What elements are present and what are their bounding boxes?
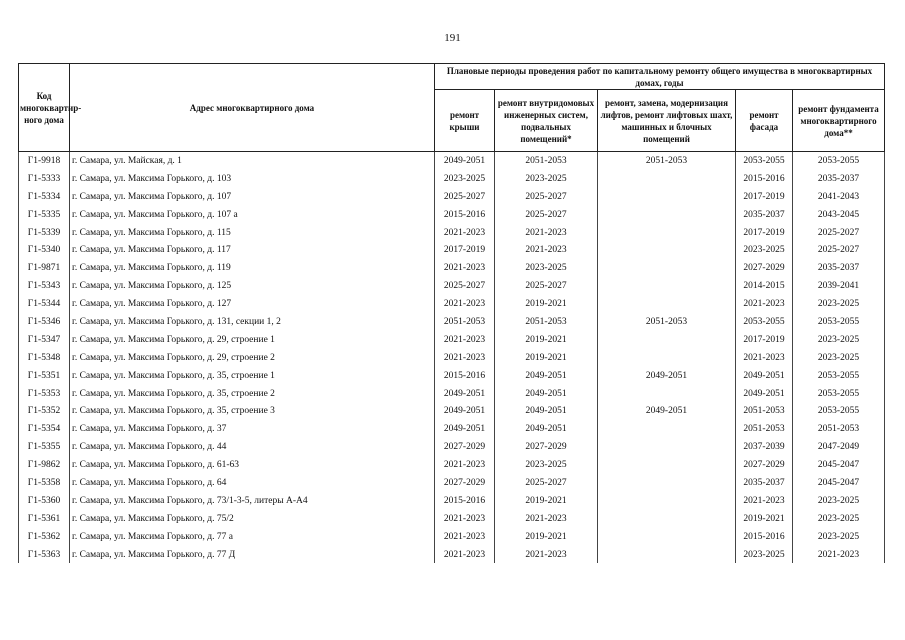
cell-roof: 2015-2016 xyxy=(435,206,495,224)
cell-address: г. Самара, ул. Максима Горького, д. 107 xyxy=(70,188,435,206)
cell-elevators xyxy=(598,241,736,259)
cell-address: г. Самара, ул. Максима Горького, д. 35, строение 3 xyxy=(70,402,435,420)
cell-code: Г1-5352 xyxy=(19,402,70,420)
cell-facade: 2017-2019 xyxy=(736,331,793,349)
table-row xyxy=(19,313,885,331)
cell-facade: 2037-2039 xyxy=(736,438,793,456)
cell-code: Г1-5355 xyxy=(19,438,70,456)
cell-engineering: 2049-2051 xyxy=(495,367,598,385)
cell-foundation: 2053-2055 xyxy=(793,152,885,170)
cell-facade: 2027-2029 xyxy=(736,456,793,474)
cell-code: Г1-5347 xyxy=(19,331,70,349)
cell-code: Г1-5348 xyxy=(19,349,70,367)
cell-elevators xyxy=(598,170,736,188)
cell-elevators xyxy=(598,546,736,564)
cell-roof: 2023-2025 xyxy=(435,170,495,188)
cell-facade: 2049-2051 xyxy=(736,367,793,385)
cell-elevators xyxy=(598,385,736,403)
cell-address: г. Самара, ул. Максима Горького, д. 61-63 xyxy=(70,456,435,474)
cell-engineering: 2049-2051 xyxy=(495,420,598,438)
cell-foundation: 2053-2055 xyxy=(793,402,885,420)
table-row xyxy=(19,349,885,367)
cell-foundation: 2053-2055 xyxy=(793,313,885,331)
table-row xyxy=(19,152,885,170)
cell-roof: 2049-2051 xyxy=(435,385,495,403)
cell-roof: 2021-2023 xyxy=(435,331,495,349)
header-roof: ремонт крыши xyxy=(435,90,495,152)
cell-elevators: 2051-2053 xyxy=(598,152,736,170)
cell-foundation: 2051-2053 xyxy=(793,420,885,438)
cell-address: г. Самара, ул. Максима Горького, д. 64 xyxy=(70,474,435,492)
cell-foundation: 2045-2047 xyxy=(793,474,885,492)
table-row xyxy=(19,206,885,224)
cell-engineering: 2051-2053 xyxy=(495,313,598,331)
cell-address: г. Самара, ул. Максима Горького, д. 35, строение 2 xyxy=(70,385,435,403)
cell-roof: 2021-2023 xyxy=(435,456,495,474)
cell-elevators xyxy=(598,188,736,206)
cell-roof: 2021-2023 xyxy=(435,546,495,564)
cell-roof: 2021-2023 xyxy=(435,349,495,367)
cell-address: г. Самара, ул. Максима Горького, д. 125 xyxy=(70,277,435,295)
table-row xyxy=(19,188,885,206)
cell-foundation: 2025-2027 xyxy=(793,224,885,242)
cell-address: г. Самара, ул. Максима Горького, д. 35, строение 1 xyxy=(70,367,435,385)
cell-facade: 2019-2021 xyxy=(736,510,793,528)
table-row xyxy=(19,259,885,277)
cell-engineering: 2049-2051 xyxy=(495,402,598,420)
cell-elevators xyxy=(598,420,736,438)
table-row xyxy=(19,224,885,242)
header-facade: ремонт фасада xyxy=(736,90,793,152)
cell-code: Г1-5340 xyxy=(19,241,70,259)
cell-facade: 2049-2051 xyxy=(736,385,793,403)
cell-address: г. Самара, ул. Максима Горького, д. 117 xyxy=(70,241,435,259)
cell-code: Г1-5346 xyxy=(19,313,70,331)
table-body xyxy=(19,152,885,564)
cell-foundation: 2021-2023 xyxy=(793,546,885,564)
cell-facade: 2053-2055 xyxy=(736,313,793,331)
capital-repair-table xyxy=(18,63,885,563)
table-row xyxy=(19,438,885,456)
cell-elevators xyxy=(598,259,736,277)
cell-elevators xyxy=(598,295,736,313)
cell-address: г. Самара, ул. Максима Горького, д. 37 xyxy=(70,420,435,438)
cell-roof: 2021-2023 xyxy=(435,295,495,313)
cell-engineering: 2023-2025 xyxy=(495,259,598,277)
cell-engineering: 2025-2027 xyxy=(495,206,598,224)
cell-facade: 2035-2037 xyxy=(736,474,793,492)
cell-address: г. Самара, ул. Майская, д. 1 xyxy=(70,152,435,170)
cell-address: г. Самара, ул. Максима Горького, д. 29, строение 2 xyxy=(70,349,435,367)
cell-address: г. Самара, ул. Максима Горького, д. 103 xyxy=(70,170,435,188)
cell-facade: 2053-2055 xyxy=(736,152,793,170)
cell-address: г. Самара, ул. Максима Горького, д. 119 xyxy=(70,259,435,277)
cell-engineering: 2025-2027 xyxy=(495,277,598,295)
cell-engineering: 2019-2021 xyxy=(495,349,598,367)
cell-code: Г1-5351 xyxy=(19,367,70,385)
header-address: Адрес многоквартирного дома xyxy=(70,64,435,152)
cell-facade: 2035-2037 xyxy=(736,206,793,224)
cell-foundation: 2035-2037 xyxy=(793,259,885,277)
cell-elevators xyxy=(598,331,736,349)
cell-facade: 2015-2016 xyxy=(736,528,793,546)
cell-address: г. Самара, ул. Максима Горького, д. 131, секции 1, 2 xyxy=(70,313,435,331)
cell-foundation: 2035-2037 xyxy=(793,170,885,188)
table-row xyxy=(19,170,885,188)
cell-engineering: 2021-2023 xyxy=(495,510,598,528)
cell-address: г. Самара, ул. Максима Горького, д. 107 а xyxy=(70,206,435,224)
cell-roof: 2025-2027 xyxy=(435,188,495,206)
table-row xyxy=(19,474,885,492)
cell-engineering: 2019-2021 xyxy=(495,295,598,313)
cell-code: Г1-5361 xyxy=(19,510,70,528)
cell-address: г. Самара, ул. Максима Горького, д. 77 Д xyxy=(70,546,435,564)
cell-facade: 2017-2019 xyxy=(736,188,793,206)
cell-engineering: 2021-2023 xyxy=(495,241,598,259)
cell-address: г. Самара, ул. Максима Горького, д. 73/1-3-5, литеры А-А4 xyxy=(70,492,435,510)
cell-code: Г1-9871 xyxy=(19,259,70,277)
cell-code: Г1-5339 xyxy=(19,224,70,242)
cell-roof: 2049-2051 xyxy=(435,152,495,170)
cell-engineering: 2023-2025 xyxy=(495,456,598,474)
cell-foundation: 2045-2047 xyxy=(793,456,885,474)
cell-address: г. Самара, ул. Максима Горького, д. 115 xyxy=(70,224,435,242)
header-periods-group: Плановые периоды проведения работ по капитальному ремонту общего имущества в многоквартирных домах, годы xyxy=(435,64,885,90)
cell-address: г. Самара, ул. Максима Горького, д. 44 xyxy=(70,438,435,456)
cell-facade: 2021-2023 xyxy=(736,295,793,313)
cell-elevators xyxy=(598,528,736,546)
cell-engineering: 2019-2021 xyxy=(495,492,598,510)
cell-foundation: 2025-2027 xyxy=(793,241,885,259)
table-row xyxy=(19,277,885,295)
cell-elevators xyxy=(598,510,736,528)
cell-foundation: 2039-2041 xyxy=(793,277,885,295)
header-foundation: ремонт фундамента многоквартирного дома** xyxy=(793,90,885,152)
header-elevators: ремонт, замена, модернизация лифтов, ремонт лифтовых шахт, машинных и блочных помещений xyxy=(598,90,736,152)
cell-engineering: 2021-2023 xyxy=(495,224,598,242)
cell-code: Г1-5360 xyxy=(19,492,70,510)
cell-engineering: 2025-2027 xyxy=(495,188,598,206)
cell-roof: 2015-2016 xyxy=(435,492,495,510)
cell-address: г. Самара, ул. Максима Горького, д. 127 xyxy=(70,295,435,313)
cell-foundation: 2047-2049 xyxy=(793,438,885,456)
cell-engineering: 2051-2053 xyxy=(495,152,598,170)
cell-code: Г1-5343 xyxy=(19,277,70,295)
cell-foundation: 2041-2043 xyxy=(793,188,885,206)
cell-foundation: 2023-2025 xyxy=(793,331,885,349)
cell-address: г. Самара, ул. Максима Горького, д. 75/2 xyxy=(70,510,435,528)
cell-elevators xyxy=(598,277,736,295)
cell-address: г. Самара, ул. Максима Горького, д. 77 а xyxy=(70,528,435,546)
cell-roof: 2027-2029 xyxy=(435,474,495,492)
page-number: 191 xyxy=(444,32,461,44)
cell-foundation: 2043-2045 xyxy=(793,206,885,224)
cell-elevators xyxy=(598,456,736,474)
cell-elevators xyxy=(598,492,736,510)
cell-code: Г1-5353 xyxy=(19,385,70,403)
cell-code: Г1-5344 xyxy=(19,295,70,313)
cell-code: Г1-5354 xyxy=(19,420,70,438)
table-row xyxy=(19,402,885,420)
cell-code: Г1-5362 xyxy=(19,528,70,546)
cell-code: Г1-5358 xyxy=(19,474,70,492)
cell-address: г. Самара, ул. Максима Горького, д. 29, строение 1 xyxy=(70,331,435,349)
cell-roof: 2049-2051 xyxy=(435,402,495,420)
cell-code: Г1-5363 xyxy=(19,546,70,564)
cell-elevators xyxy=(598,206,736,224)
cell-engineering: 2025-2027 xyxy=(495,474,598,492)
cell-facade: 2023-2025 xyxy=(736,546,793,564)
cell-facade: 2051-2053 xyxy=(736,420,793,438)
cell-roof: 2049-2051 xyxy=(435,420,495,438)
table-row xyxy=(19,456,885,474)
cell-elevators: 2051-2053 xyxy=(598,313,736,331)
cell-roof: 2015-2016 xyxy=(435,367,495,385)
cell-elevators xyxy=(598,349,736,367)
cell-elevators xyxy=(598,438,736,456)
cell-facade: 2023-2025 xyxy=(736,241,793,259)
cell-elevators: 2049-2051 xyxy=(598,402,736,420)
cell-foundation: 2023-2025 xyxy=(793,510,885,528)
table-row xyxy=(19,367,885,385)
cell-roof: 2025-2027 xyxy=(435,277,495,295)
cell-facade: 2014-2015 xyxy=(736,277,793,295)
cell-elevators xyxy=(598,474,736,492)
cell-code: Г1-5333 xyxy=(19,170,70,188)
table-row xyxy=(19,420,885,438)
cell-elevators xyxy=(598,224,736,242)
cell-foundation: 2053-2055 xyxy=(793,385,885,403)
cell-code: Г1-5334 xyxy=(19,188,70,206)
cell-facade: 2051-2053 xyxy=(736,402,793,420)
cell-roof: 2021-2023 xyxy=(435,528,495,546)
table-row xyxy=(19,546,885,564)
cell-roof: 2017-2019 xyxy=(435,241,495,259)
cell-engineering: 2019-2021 xyxy=(495,331,598,349)
cell-roof: 2021-2023 xyxy=(435,510,495,528)
table-row xyxy=(19,492,885,510)
table-row xyxy=(19,385,885,403)
cell-code: Г1-9862 xyxy=(19,456,70,474)
table-row xyxy=(19,295,885,313)
header-engineering: ремонт внутридомовых инженерных систем, подвальных помещений* xyxy=(495,90,598,152)
cell-engineering: 2023-2025 xyxy=(495,170,598,188)
cell-facade: 2021-2023 xyxy=(736,349,793,367)
table-row xyxy=(19,241,885,259)
cell-engineering: 2019-2021 xyxy=(495,528,598,546)
cell-foundation: 2023-2025 xyxy=(793,295,885,313)
cell-roof: 2021-2023 xyxy=(435,224,495,242)
table-row xyxy=(19,331,885,349)
header-code: Код многоквартир-ного дома xyxy=(19,64,70,152)
cell-facade: 2015-2016 xyxy=(736,170,793,188)
table-row xyxy=(19,510,885,528)
cell-foundation: 2023-2025 xyxy=(793,492,885,510)
cell-engineering: 2021-2023 xyxy=(495,546,598,564)
cell-code: Г1-5335 xyxy=(19,206,70,224)
cell-facade: 2021-2023 xyxy=(736,492,793,510)
cell-engineering: 2027-2029 xyxy=(495,438,598,456)
cell-roof: 2051-2053 xyxy=(435,313,495,331)
cell-code: Г1-9918 xyxy=(19,152,70,170)
cell-facade: 2017-2019 xyxy=(736,224,793,242)
cell-roof: 2027-2029 xyxy=(435,438,495,456)
cell-elevators: 2049-2051 xyxy=(598,367,736,385)
cell-roof: 2021-2023 xyxy=(435,259,495,277)
cell-foundation: 2053-2055 xyxy=(793,367,885,385)
cell-foundation: 2023-2025 xyxy=(793,349,885,367)
table-row xyxy=(19,528,885,546)
cell-engineering: 2049-2051 xyxy=(495,385,598,403)
cell-facade: 2027-2029 xyxy=(736,259,793,277)
cell-foundation: 2023-2025 xyxy=(793,528,885,546)
